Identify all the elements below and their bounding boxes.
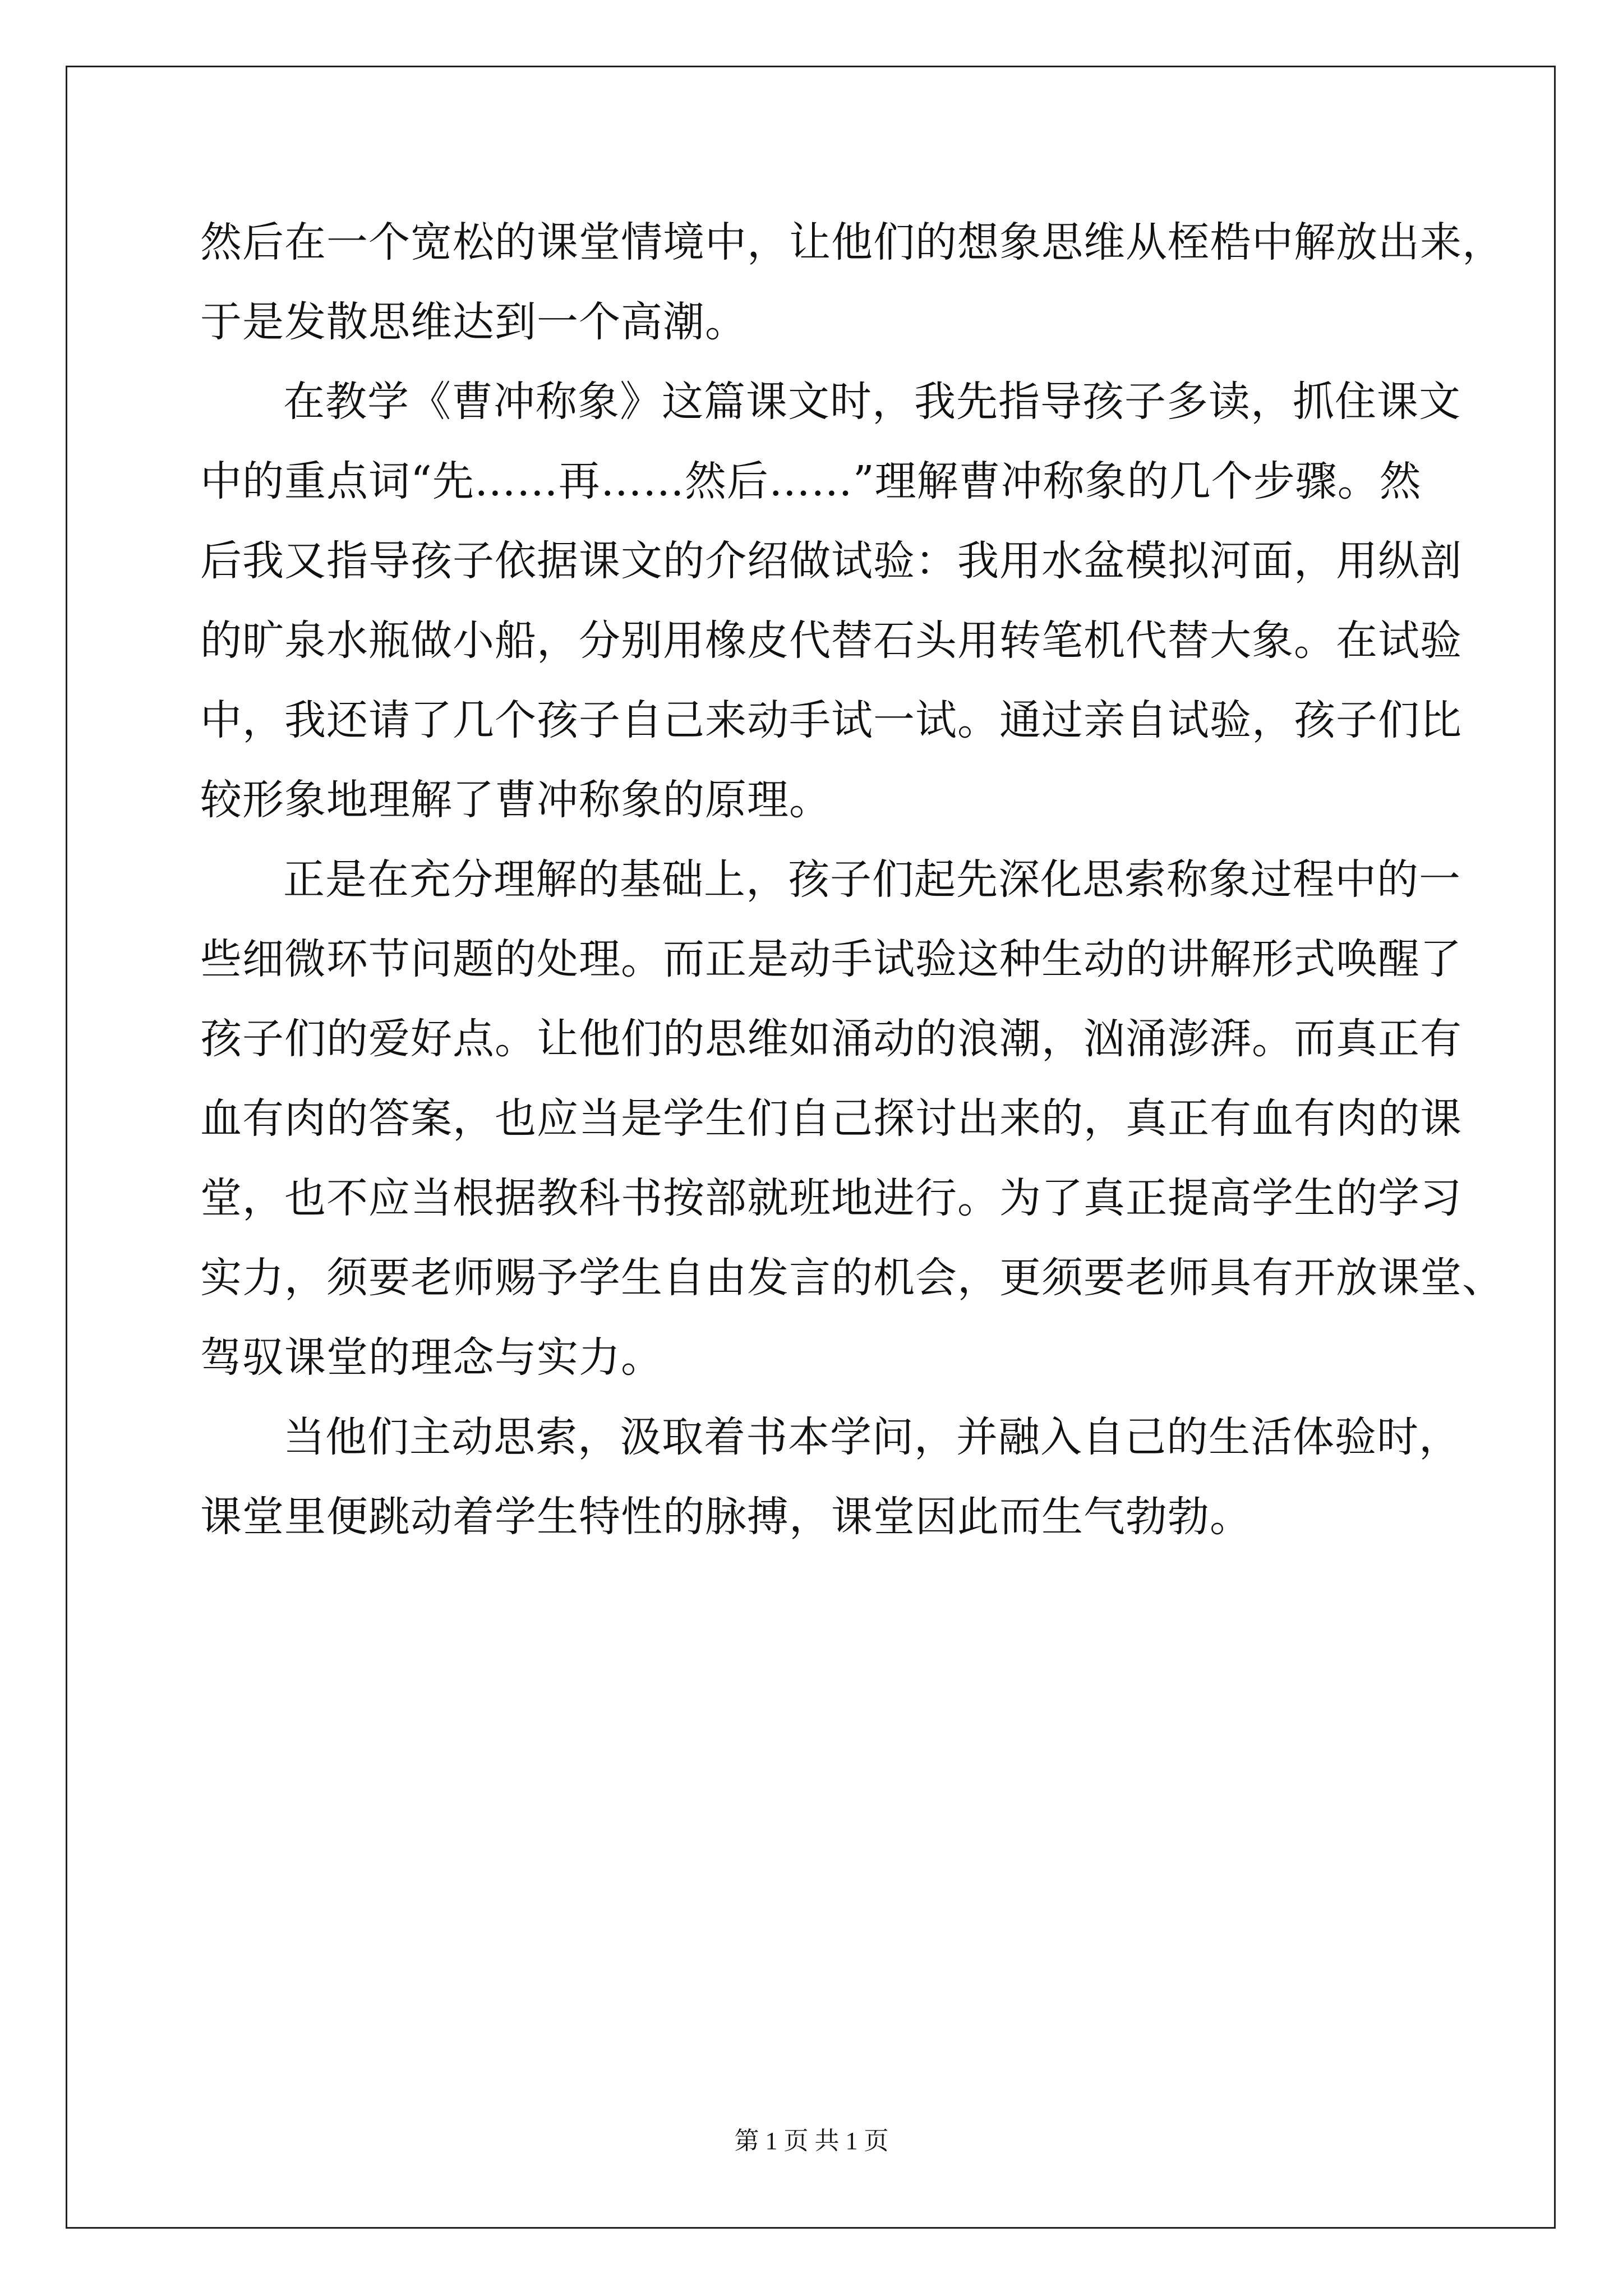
document-body [200,218,1504,1576]
text-line: 然后在一个宽松的课堂情境中，让他们的想象思维从桎梏中解放出来， [200,218,1504,266]
text-line: 中的重点词“先……再……然后……”理解曹冲称象的几个步骤。然 [200,457,1422,505]
text-line: 课堂里便跳动着学生特性的脉搏，课堂因此而生气勃勃。 [200,1493,1252,1541]
text-line: 孩子们的爱好点。让他们的思维如涌动的浪潮，汹涌澎湃。而真正有 [200,1015,1462,1063]
page-number-footer: 第 1 页 共 1 页 [734,2127,889,2155]
text-line: 后我又指导孩子依据课文的介绍做试验：我用水盆模拟河面，用纵剖 [200,537,1462,585]
text-line: 血有肉的答案，也应当是学生们自己探讨出来的，真正有血有肉的课 [200,1094,1462,1143]
text-line: 堂，也不应当根据教科书按部就班地进行。为了真正提高学生的学习 [200,1174,1462,1222]
paragraph-start-line: 正是在充分理解的基础上，孩子们起先深化思索称象过程中的一 [283,855,1461,904]
text-line: 较形象地理解了曹冲称象的原理。 [200,776,831,824]
text-line: 实力，须要老师赐予学生自由发言的机会，更须要老师具有开放课堂、 [200,1254,1504,1302]
paragraph-start-line: 在教学《曹冲称象》这篇课文时，我先指导孩子多读，抓住课文 [283,378,1461,426]
paragraph-start-line: 当他们主动思索，汲取着书本学问，并融入自己的生活体验时， [283,1413,1461,1461]
text-line: 的旷泉水瓶做小船，分别用橡皮代替石头用转笔机代替大象。在试验 [200,616,1462,665]
text-line: 些细微环节问题的处理。而正是动手试验这种生动的讲解形式唤醒了 [200,935,1462,983]
text-line: 中，我还请了几个孩子自己来动手试一试。通过亲自试验，孩子们比 [200,696,1462,744]
text-line: 驾驭课堂的理念与实力。 [200,1333,663,1382]
text-line: 于是发散思维达到一个高潮。 [200,298,747,346]
